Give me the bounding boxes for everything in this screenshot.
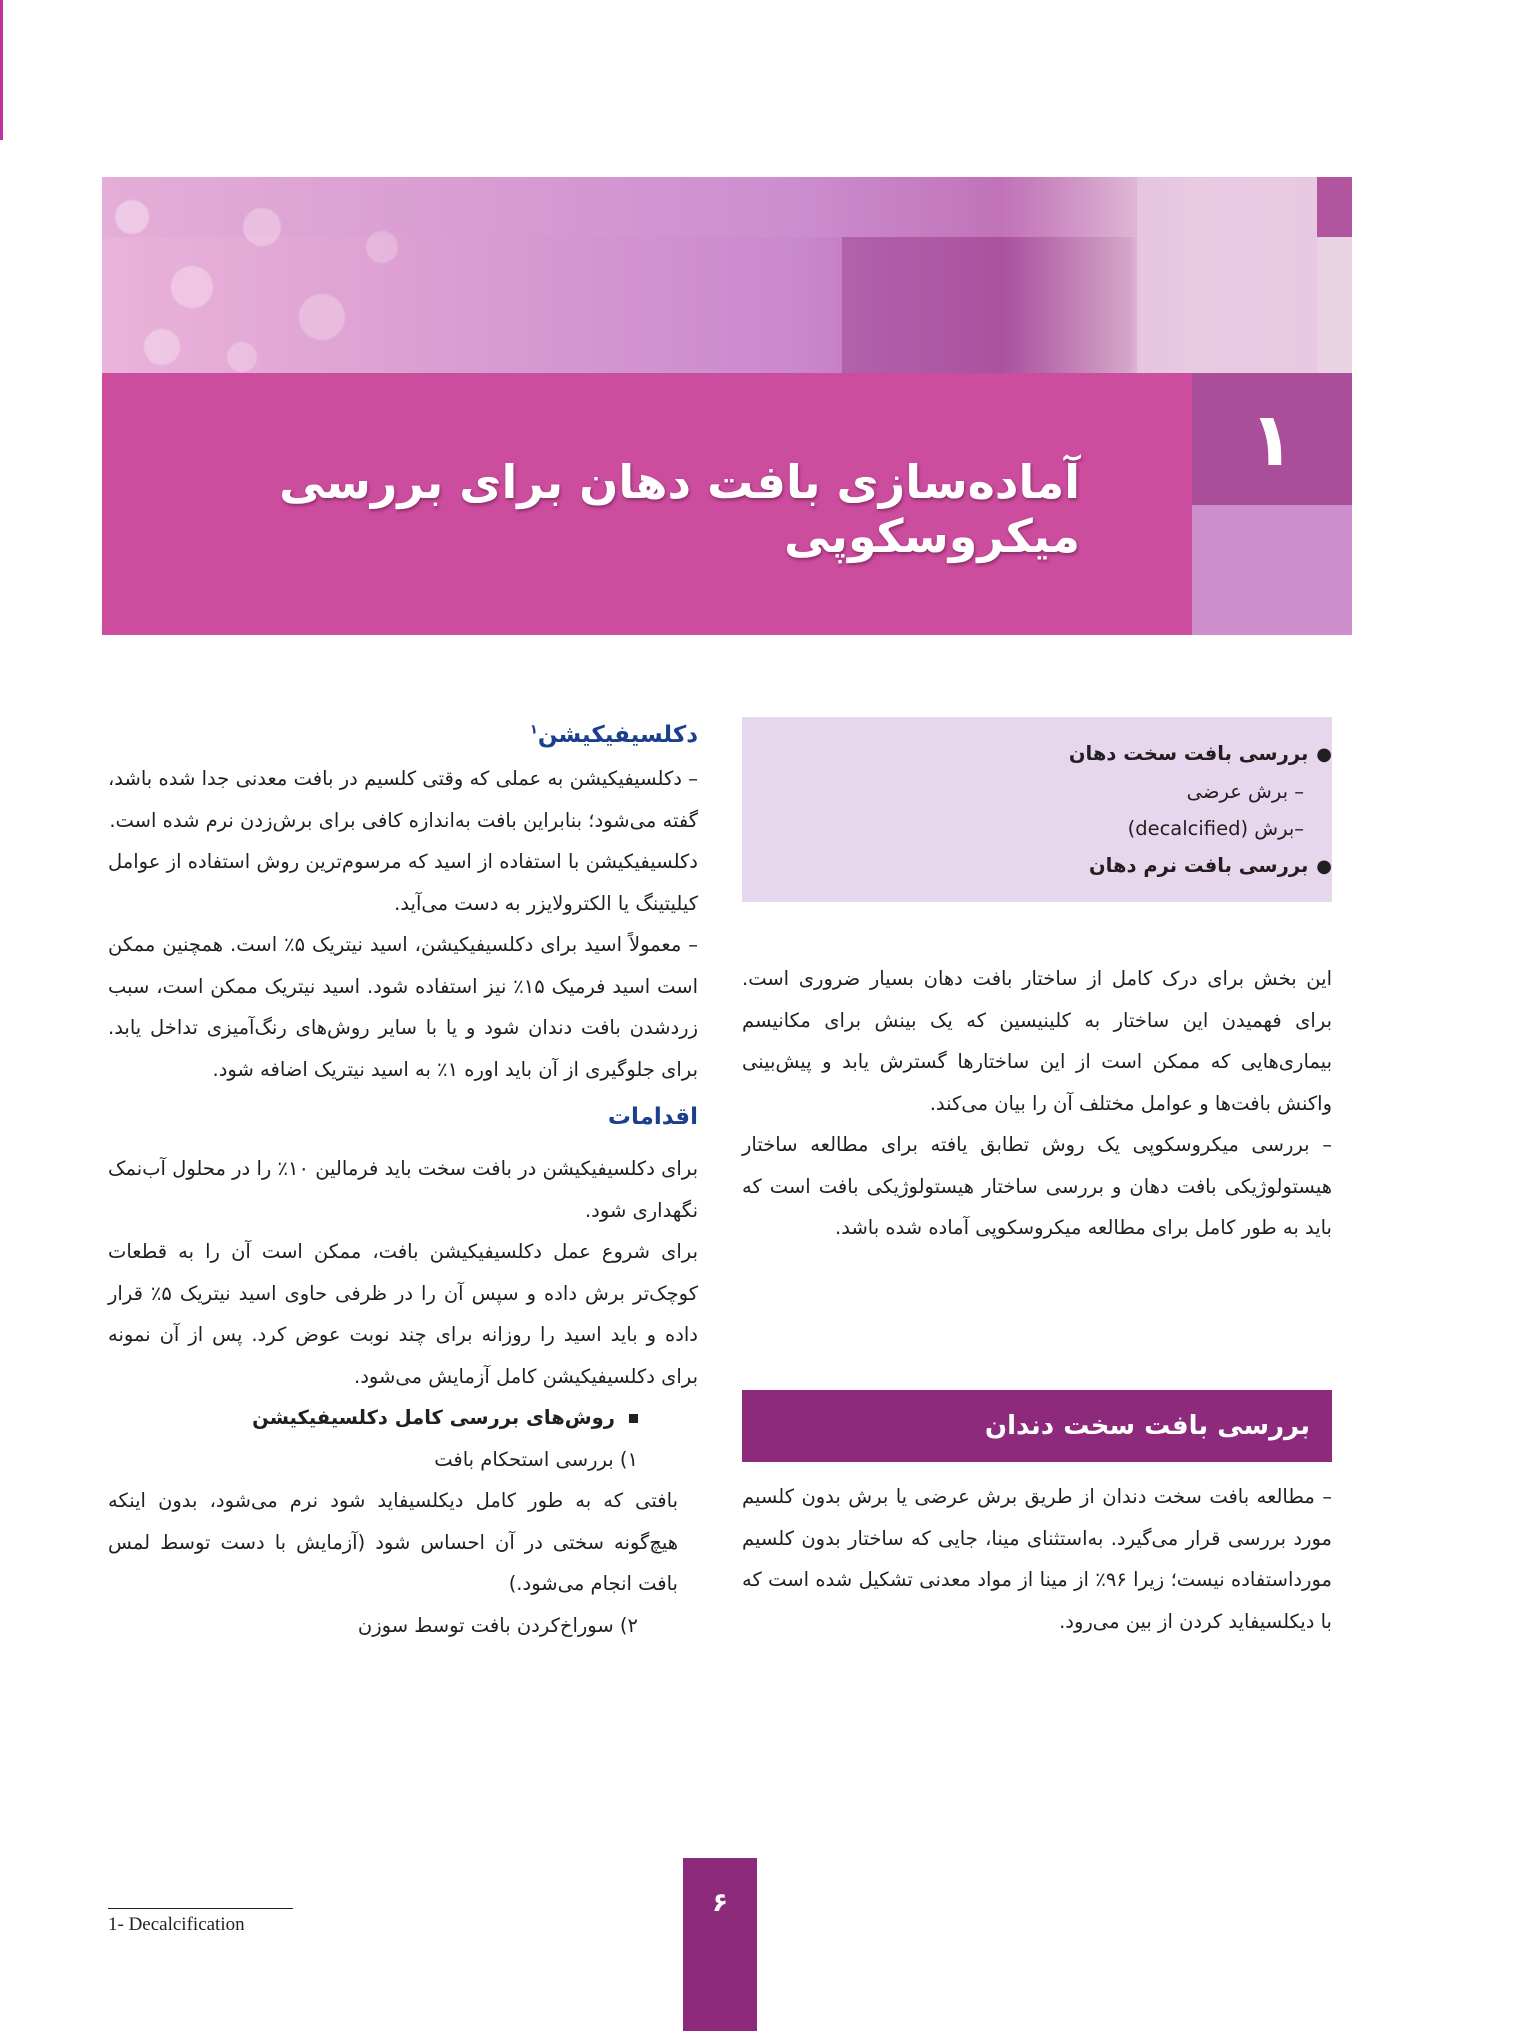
decalcification-section	[108, 722, 698, 1646]
page-number-tab	[683, 1858, 757, 2031]
intro-paragraph: – بررسی میکروسکوپی یک روش تطابق یافته برای مطالعه ساختار هیستولوژیکی بافت دهان و بررسی ساختار هیستولوژیکی بافت است که باید به طور کامل برای مطالعه میکروسکوپی آماده شده باشد.	[742, 1133, 1332, 1239]
intro-section	[742, 958, 1332, 1249]
chapter-number: ۱	[1249, 397, 1295, 483]
page-edge-marker	[0, 0, 3, 140]
summary-subitem: – برش عرضی	[1186, 780, 1304, 803]
summary-item: ●بررسی بافت نرم دهان	[1089, 854, 1332, 877]
section-heading-bar	[742, 1390, 1332, 1462]
chapter-decor-box	[1192, 505, 1352, 635]
footnote-mark: ۱	[529, 722, 538, 738]
summary-list	[772, 735, 1332, 885]
body-paragraph: برای شروع عمل دکلسیفیکیشن بافت، ممکن است آن را به قطعات کوچک‌تر برش داده و سپس آن را در ظرفی حاوی اسید نیتریک ۵٪ قرار داده و باید اسید را روزانه برای چند نوبت عوض کرد. پس از آن نمونه برای دکلسیفیکیشن کامل آزمایش می‌شود.	[108, 1240, 699, 1388]
bullet-icon: ●	[1316, 856, 1332, 877]
body-paragraph: – مطالعه بافت سخت دندان از طریق برش عرضی یا برش بدون کلسیم مورد بررسی قرار می‌گیرد. به‌استثنای مینا، جایی که ساختار بدون کلسیم مورداستفاده نیست؛ زیرا ۹۶٪ از مینا از مواد معدنی تشکیل شده است که با دیکلسیفاید کردن از بین می‌رود.	[742, 1485, 1332, 1633]
body-paragraph: بافتی که به طور کامل دیکلسیفاید شود نرم می‌شود، بدون اینکه هیچ‌گونه سختی در آن احساس شود (آزمایش با دست توسط لمس بافت انجام می‌شود.)	[108, 1489, 678, 1595]
body-paragraph: برای دکلسیفیکیشن در بافت سخت باید فرمالین ۱۰٪ را در محلول آب‌نمک نگهداری شود.	[108, 1157, 698, 1222]
header-banner-image	[102, 177, 1352, 373]
chapter-summary-box	[742, 717, 1332, 902]
summary-item: ●بررسی بافت سخت دهان	[1068, 742, 1332, 765]
intro-paragraph: این بخش برای درک کامل از ساختار بافت دهان بسیار ضروری است. برای فهمیدن این ساختار به کلینیسین که یک بینش برای مکانیسم بیماری‌هایی که ممکن است از این ساختارها گسترش یابد و پیش‌بینی واکنش بافت‌ها و عوامل مختلف آن را بیان می‌کند.	[742, 967, 1332, 1115]
square-bullet-icon	[629, 1414, 638, 1423]
footnote: 1- Decalcification	[108, 1914, 245, 1935]
method-item: ۲) سوراخ‌کردن بافت توسط سوزن	[357, 1613, 638, 1637]
section-title: دکلسیفیکیشن$^۱$	[529, 722, 698, 748]
hard-tooth-section	[742, 1476, 1332, 1642]
chapter-title: آماده‌سازی بافت دهان برای بررسی میکروسکوپی	[279, 455, 1080, 563]
body-paragraph: – دکلسیفیکیشن به عملی که وقتی کلسیم در بافت معدنی جدا شده باشد، گفته می‌شود؛ بنابراین بافت به‌اندازه کافی برای برش‌زدن نرم شده است.	[108, 767, 698, 832]
summary-subitem: –برش (decalcified)	[1127, 817, 1304, 840]
tissue-texture	[102, 177, 422, 373]
page-number: ۶	[712, 1888, 728, 1918]
method-item: ۱) بررسی استحکام بافت	[434, 1447, 638, 1471]
body-paragraph: – معمولاً اسید برای دکلسیفیکیشن، اسید نیتریک ۵٪ است. همچنین ممکن است اسید فرمیک ۱۵٪ نیز استفاده شود. اسید نیتریک ممکن است، سبب زردشدن بافت دندان شود و یا با سایر روش‌های رنگ‌آمیزی تداخل یابد. برای جلوگیری از آن باید اوره ۱٪ به اسید نیتریک اضافه شود.	[108, 933, 698, 1081]
bullet-icon: ●	[1316, 744, 1332, 765]
body-paragraph: دکلسیفیکیشن با استفاده از اسید که مرسوم‌ترین روش استفاده از عوامل کیلیتینگ یا الکترولایزر به دست می‌آید.	[108, 850, 698, 915]
section-heading: بررسی بافت سخت دندان	[984, 1411, 1310, 1441]
footnote-rule	[108, 1908, 293, 1909]
section-title: اقدامات	[607, 1104, 698, 1130]
methods-heading: روش‌های بررسی کامل دکلسیفیکیشن	[108, 1397, 698, 1439]
